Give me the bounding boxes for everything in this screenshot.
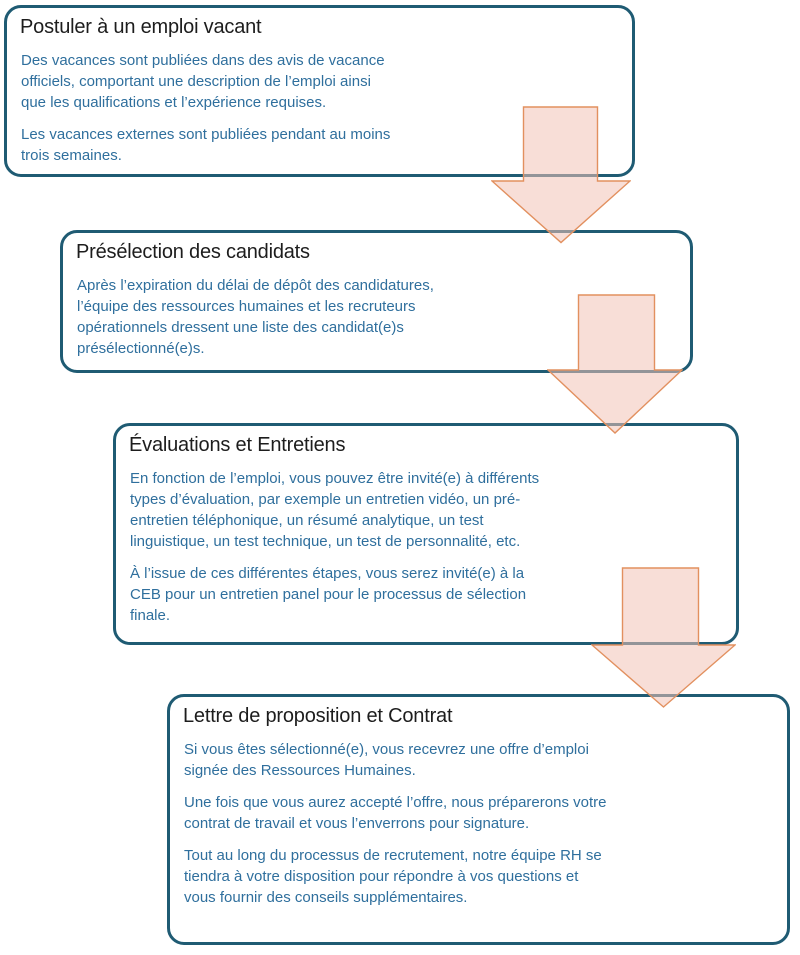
step-title: Présélection des candidats [76,241,310,263]
step-paragraph: Des vacances sont publiées dans des avis de vacance officiels, comportant une description de l’emploi ainsi que les qualifications et l’expérience requises. [21,52,385,111]
step-paragraph: Une fois que vous aurez accepté l’offre, nous préparerons votre contrat de travail et vous l’enverrons pour signature. [184,794,607,832]
step-paragraph: Les vacances externes sont publiées pendant au moins trois semaines. [21,126,391,164]
step-paragraph: Si vous êtes sélectionné(e), vous recevrez une offre d’emploi signée des Ressources Humaines. [184,741,589,779]
step-paragraph: Tout au long du processus de recrutement, notre équipe RH se tiendra à votre disposition pour répondre à vos questions et vous fournir des conseils supplémentaires. [184,847,602,906]
step-paragraph: En fonction de l’emploi, vous pouvez être invité(e) à différents types d’évaluation, par exemple un entretien vidéo, un pré-entretien téléphonique, un résumé analytique, un test linguistique, un test technique, un test de personnalité, etc. [130,470,540,550]
step-title: Postuler à un emploi vacant [20,16,262,38]
step-box-offer-contract [167,694,790,945]
step-paragraph: Après l’expiration du délai de dépôt des candidatures, l’équipe des ressources humaines et les recruteurs opérationnels dressent une liste des candidat(e)s présélectionné(e)s. [77,277,434,357]
down-arrow-icon [491,106,631,244]
step-title: Évaluations et Entretiens [129,434,346,456]
step-title: Lettre de proposition et Contrat [183,705,453,727]
step-paragraph: À l’issue de ces différentes étapes, vous serez invité(e) à la CEB pour un entretien panel pour le processus de sélection finale. [130,565,527,624]
down-arrow-icon [547,294,683,434]
down-arrow-icon [591,567,736,708]
